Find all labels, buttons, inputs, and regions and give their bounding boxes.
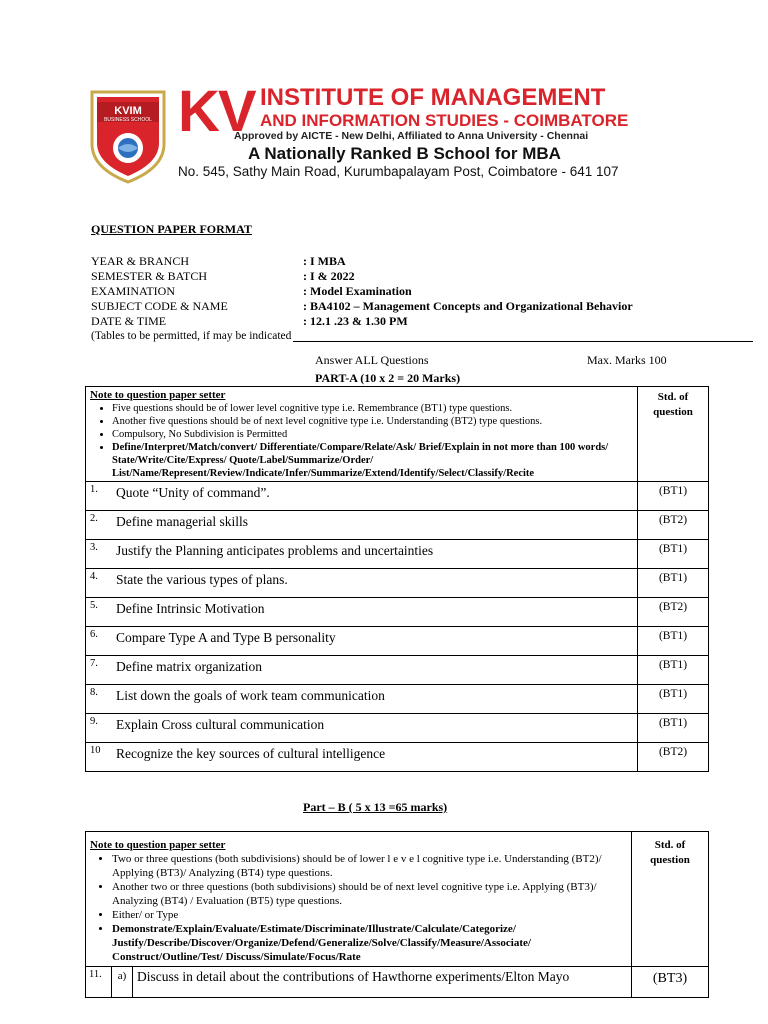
bloom-level: (BT3)	[632, 967, 709, 998]
note-title: Note to question paper setter	[90, 839, 226, 851]
question-text: Define Intrinsic Motivation	[116, 598, 638, 627]
answer-all-instruction: Answer ALL Questions	[315, 353, 429, 367]
question-text: Define matrix organization	[116, 656, 638, 685]
part-b-title: Part – B ( 5 x 13 =65 marks)	[303, 800, 448, 814]
question-row	[86, 598, 709, 627]
question-number: 1.	[86, 482, 117, 511]
institute-address: No. 545, Sathy Main Road, Kurumbapalayam Post, Coimbatore - 641 107	[178, 164, 619, 179]
question-text: Quote “Unity of command”.	[116, 482, 638, 511]
note-item: • Another two or three questions (both subdivisions) should be of next level cognitive type i.e. Applying (BT3)/ Analyzing (BT4) / Evaluation (BT5) type questions.	[112, 880, 627, 908]
note-item: • Five questions should be of lower level cognitive type i.e. Remembrance (BT1) type questions.	[112, 402, 633, 415]
question-row	[86, 511, 709, 540]
question-number: 3.	[86, 540, 117, 569]
note-item: • Compulsory, No Subdivision is Permitted	[112, 428, 633, 441]
note-item: • Demonstrate/Explain/Evaluate/Estimate/Discriminate/Illustrate/Calculate/Categorize/ Justify/Describe/Discover/Organize/Defend/Generalize/Solve/Classify/Measure/Associate/ Construct/Outline/Test/ Discuss/Simulate/Focus/Rate	[112, 922, 627, 964]
kvim-shield-logo	[88, 88, 168, 184]
note-list	[90, 852, 627, 964]
question-text: Discuss in detail about the contributions of Hawthorne experiments/Elton Mayo	[133, 967, 632, 998]
note-item: • Another five questions should be of next level cognitive type i.e. Understanding (BT2) type questions.	[112, 415, 633, 428]
question-row	[86, 685, 709, 714]
question-row	[86, 482, 709, 511]
info-label: SEMESTER & BATCH	[91, 269, 208, 283]
bloom-level: (BT2)	[638, 743, 709, 772]
question-text: Explain Cross cultural communication	[116, 714, 638, 743]
fill-in-line	[293, 332, 753, 342]
info-label: DATE & TIME	[91, 314, 167, 328]
question-text: List down the goals of work team communication	[116, 685, 638, 714]
std-label: question	[653, 406, 693, 418]
question-number: 5.	[86, 598, 117, 627]
part-a-table	[85, 386, 709, 772]
bloom-level: (BT2)	[638, 511, 709, 540]
info-value: : BA4102 – Management Concepts and Organizational Behavior	[303, 299, 633, 313]
question-number: 10	[86, 743, 117, 772]
ranking-text: A Nationally Ranked B School for MBA	[248, 144, 561, 163]
note-title: Note to question paper setter	[90, 389, 226, 401]
question-number: 7.	[86, 656, 117, 685]
logo-text: KVIM	[114, 105, 142, 117]
question-number: 9.	[86, 714, 117, 743]
info-value: : I MBA	[303, 254, 346, 268]
question-text: Define managerial skills	[116, 511, 638, 540]
note-item: • Two or three questions (both subdivisions) should be of lower l e v e l cognitive type i.e. Understanding (BT2)/ Applying (BT3)/ Analyzing (BT4) type questions.	[112, 852, 627, 880]
bloom-level: (BT1)	[638, 714, 709, 743]
question-row	[86, 569, 709, 598]
part-b-table	[85, 831, 709, 998]
question-text: Justify the Planning anticipates problems and uncertainties	[116, 540, 638, 569]
bloom-level: (BT1)	[638, 627, 709, 656]
logo-subtext: BUSINESS SCHOOL	[104, 117, 152, 123]
note-list	[90, 402, 633, 480]
question-row	[86, 743, 709, 772]
part-b-note	[86, 832, 632, 967]
std-label: question	[650, 854, 690, 866]
approval-text: Approved by AICTE - New Delhi, Affiliated to Anna University - Chennai	[234, 130, 589, 142]
part-a-title: PART-A (10 x 2 = 20 Marks)	[315, 371, 461, 385]
question-number: 2.	[86, 511, 117, 540]
bloom-level: (BT2)	[638, 598, 709, 627]
bloom-level: (BT1)	[638, 569, 709, 598]
std-header	[638, 387, 709, 482]
letterhead	[88, 79, 688, 184]
info-value: : I & 2022	[303, 269, 355, 283]
question-number: 8.	[86, 685, 117, 714]
std-label: Std. of	[657, 391, 689, 403]
question-row	[86, 714, 709, 743]
note-item: • Define/Interpret/Match/convert/ Differentiate/Compare/Relate/Ask/ Brief/Explain in not more than 100 words/ State/Write/Cite/Express/ Quote/Label/Summarize/Order/ List/Name/Represent/Review/Indicate/Infer/Summarize/Extend/Identify/Select/Classify/Recite	[112, 441, 633, 480]
info-label: EXAMINATION	[91, 284, 175, 298]
question-text: Compare Type A and Type B personality	[116, 627, 638, 656]
institute-name-line1: INSTITUTE OF MANAGEMENT	[260, 84, 606, 111]
question-text: Recognize the key sources of cultural intelligence	[116, 743, 638, 772]
bloom-level: (BT1)	[638, 482, 709, 511]
std-label: Std. of	[654, 839, 686, 851]
question-number: 11.	[86, 967, 112, 998]
tables-note-text: (Tables to be permitted, if may be indicated	[91, 330, 292, 342]
institute-name-line2: AND INFORMATION STUDIES - COIMBATORE	[260, 111, 629, 130]
question-subdivision: a)	[112, 967, 133, 998]
question-row	[86, 656, 709, 685]
question-number: 4.	[86, 569, 117, 598]
info-label: YEAR & BRANCH	[91, 254, 190, 268]
question-row	[86, 967, 709, 998]
question-number: 6.	[86, 627, 117, 656]
part-a-note	[86, 387, 638, 482]
document-title: QUESTION PAPER FORMAT	[91, 222, 252, 236]
question-row	[86, 540, 709, 569]
std-header	[632, 832, 709, 967]
info-value: : 12.1 .23 & 1.30 PM	[303, 314, 408, 328]
kv-logo-text: KV	[178, 79, 255, 144]
info-value: : Model Examination	[303, 284, 412, 298]
bloom-level: (BT1)	[638, 685, 709, 714]
question-row	[86, 627, 709, 656]
bloom-level: (BT1)	[638, 656, 709, 685]
bloom-level: (BT1)	[638, 540, 709, 569]
info-label: SUBJECT CODE & NAME	[91, 299, 228, 313]
tables-note	[91, 330, 753, 342]
note-item: • Either/ or Type	[112, 908, 627, 922]
max-marks: Max. Marks 100	[587, 353, 667, 367]
question-text: State the various types of plans.	[116, 569, 638, 598]
